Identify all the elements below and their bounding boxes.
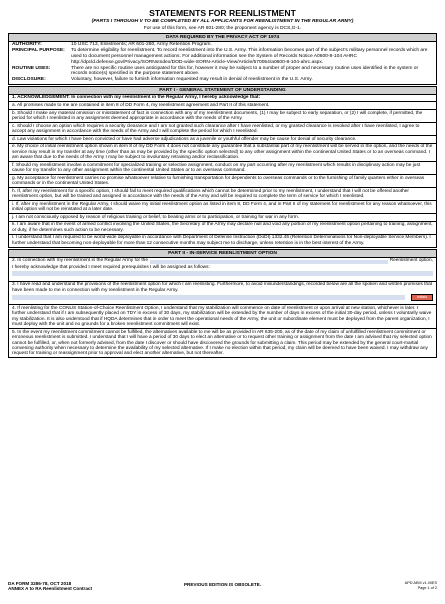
item-2-lead: 2. In connection with my reenlistment in the Regular Army for the xyxy=(12,258,148,264)
privacy-label: ROUTINE USES: xyxy=(12,65,51,71)
assignment-field[interactable] xyxy=(12,271,433,275)
promises-field[interactable] xyxy=(12,295,405,299)
form-number: DA FORM 3286-78, OCT 2018 xyxy=(8,581,72,586)
item-4: 4. If reenlisting for the CONUS Station-of-Choice Reenlistment Option, I understand that my stabilization will commence on date of reenlistment or upon arrival at new station, whichever is later. I further understand that if I am subsequently placed on TDY in excess of 30 days, my stabilization will be extended by the number of days in excess of the initial 30-day period, unless I voluntarily waive my stabilization. It is also understood that if HQDA determines that in order to meet the operational needs of the Army, the unit or subordinate element must be deployed from the parent organization, I must deploy with the unit and no grounds for a broken reenlistment commitment will exist. xyxy=(9,304,436,328)
item-1i: i. If, after my reenlistment in the Regular Army, I should waive my initial reenlistment option as listed in item 8, DD Form 4, and in Part II of my statement for reenlistment for any reason whatsoever, this initial option will not be reinstated at a later date. xyxy=(9,200,436,213)
item-1f: f. Should my reenlistment involve a commitment for specialized training or selective assignment, conduct on my part occurring after my reenlistment which results in disciplinary action may be just cause for my transfer to any other assignment within the continental United States or to an overseas command. xyxy=(9,161,436,174)
privacy-row-routine-uses xyxy=(9,65,436,77)
footer-right xyxy=(405,581,437,591)
privacy-label: AUTHORITY: xyxy=(12,42,42,48)
privacy-text: To determine eligibility for reenlistment. To record reenlistment into the U.S. Army. This information becomes part of the subject's military personnel records which are used to document personnel management actions. For additional information see the System of Records Notice A0600-8-104 AHRC http://dpcld.defense.gov/Privacy/SORNsIndex/DOD-wide-SORN-Article-View/Article/570054/a0600-8-104-ahrc.aspx. xyxy=(71,48,428,65)
item-2-line2: I hereby acknowledge that provided I meet required prerequisites I will be assigned as follows: xyxy=(12,264,210,270)
assignment-field-row xyxy=(9,271,436,278)
form-subtitle: (PARTS I THROUGH V TO BE COMPLETED BY ALL APPLICANTS FOR REENLISTMENT IN THE REGULAR ARMY) xyxy=(91,19,354,24)
item-5: 5. In the event my reenlistment commitment cannot be fulfilled, the alternatives available to me will be as provided in AR 635-200, as of the date of my claim of unfulfilled reenlistment commitment or erroneous reenlistment is submitted. I understand that I will have a period of 30 days to elect an alternative or to request other training or assignment from the date I am advised that my selected option cannot be fulfilled, or, when not formerly advised, from the date I discover or should have discovered the grounds for submitting a claim. This period may be extended by the general court-martial convening authority when necessary to determine the availability of my selected alternative. If I make no election within that period, my claim will be deemed to have been waived. I may withdraw any request for training or reassignment prior to approval and elect another alternative, but not thereafter. xyxy=(9,328,436,357)
initials-button[interactable]: Initials xyxy=(411,294,433,300)
previous-edition-note: PREVIOUS EDITION IS OBSOLETE. xyxy=(183,582,262,587)
privacy-row-purpose xyxy=(9,48,436,65)
annex-label: ANNEX A to RA Reenlistment Contract xyxy=(8,586,92,592)
privacy-text: Voluntary, however, failure to furnish information requested may result in denial of reenlistment in the U.S. Army. xyxy=(71,77,313,83)
privacy-row-disclosure xyxy=(9,77,436,84)
item-1e: e. My choice of initial reenlistment option shown in item 8 of my DD Form 4 does not constitute any guarantee that a substantial part of my reenlistment will be served in the option, and the needs of the service may result in my transfer at any time (other than as may be provided by the specific option selected) to any other assignment within the continental United States or to an overseas command. I am aware that due to the needs of the Army I may be subject to involuntary retraining and/or reclassification. xyxy=(9,143,436,161)
item-1d: d. Law violations for which I have been convicted or have had adverse adjudications as a juvenile or youthful offender may be cause for denial of security clearance. xyxy=(9,135,436,143)
privacy-label: PRINCIPAL PURPOSE: xyxy=(12,48,65,54)
privacy-label: DISCLOSURE: xyxy=(12,77,46,83)
item-1j: j. I am not consciously opposed by reason of religious training or belief, to bearing arms or to participation, or training for war in any form. xyxy=(9,213,436,221)
part2-section xyxy=(8,258,437,359)
apd-version: APD AEM v1.00ES xyxy=(404,581,437,585)
reenlistment-option-field[interactable] xyxy=(150,260,388,264)
privacy-act-section xyxy=(8,42,437,85)
privacy-text: 10 USC 713, Enlistments; AR 601-280, Army Retention Program. xyxy=(71,42,212,48)
privacy-text: There are no specific routine uses anticipated for this for, however it may be subject to a number of proper and necessary routine uses identified in the system or records notice(s) specified in the purpose statement above. xyxy=(71,65,419,77)
proponent-line: For use of this form, see AR 601-280; the proponent agency is DCS,G-1. xyxy=(143,26,302,31)
item-1k: k. I am aware that in the event of armed conflict involving the United States, the Secretary of the Army may declare null and void any portion of my reenlistment option pertaining to training, assignment, or duty, if he determines such action to be necessary. xyxy=(9,221,436,234)
item-2-tail: Reenlistment option, xyxy=(389,258,433,264)
item-1b: b. Should I make any material omission or misstatement of fact in connection with any of my reenlistment documents, (1) I may be subject to early separation, or (2) I will complete, if permitted, the period for which I reenlisted in any assignment deemed appropriate in accordance with the needs of the Army. xyxy=(9,109,436,122)
page-number: Page 1 of 2 xyxy=(417,586,437,590)
item-1l: l. I understand that I am required to be world-wide deployable in accordance with Department of Defense Instruction (DoDI) 1332.45 (Retention Determinations for Non-deployable Service Members). I further understand that becoming non-deployable for more than 12 consecutive months may subject me to discharge, unless retention is in the best interest of the Army. xyxy=(9,234,436,247)
part1-heading: PART I - GENERAL STATEMENT OF UNDERSTANDING xyxy=(8,86,437,95)
item-1h: h. If, after my reenlistment for a specific option, I should fail to meet required qualifications which cannot be determined prior to my reenlistment, I understand that I will not be offered another reenlistment option, but will be trained and assigned in accordance with the needs of the Army and will be required to complete the term of service for which I reenlisted. xyxy=(9,187,436,200)
part1-section xyxy=(8,95,437,248)
form-page xyxy=(8,8,437,358)
item-3: 3. I have read and understand the provisions of the reenlistment option for which I am reenlisting. Furthermore, to avoid misunderstandings, recorded below are all the spoken and written promises that have been made to me in connection with my reenlistment in the Regular Army. xyxy=(9,281,436,294)
privacy-act-heading: DATA REQUIRED BY THE PRIVACY ACT OF 1974 xyxy=(8,33,437,42)
item-1c: c. Should I choose an option which requires a security clearance and I am not granted such clearance after I have reenlisted, or my granted clearance is revoked after I have reenlisted, I agree to accept any assignment in accordance with the needs of the Army and I will complete the period for which I reenlisted. xyxy=(9,122,436,135)
item-1g: g. My acceptance for reenlistment carries no promise whatsoever relative to furnishing transportation for dependents to overseas commands or to the furnishing of family quarters either in overseas commands or in the continental United States. xyxy=(9,174,436,187)
item-1-acknowledgement: 1. ACKNOWLEDGEMENT: In connection with my reenlistment in the Regular Army, I hereby acknowledge that: xyxy=(12,95,261,101)
item-1a: a. All promises made to me are contained in item 8 of DD Form 4, my reenlistment agreement and Part II of this statement. xyxy=(9,101,436,109)
promises-field-row xyxy=(9,294,436,302)
part2-heading: PART II - IN-SERVICE REENLISTMENT OPTION xyxy=(8,249,437,258)
item-2-row xyxy=(9,258,436,265)
form-title: STATEMENTS FOR REENLISTMENT xyxy=(149,8,296,18)
